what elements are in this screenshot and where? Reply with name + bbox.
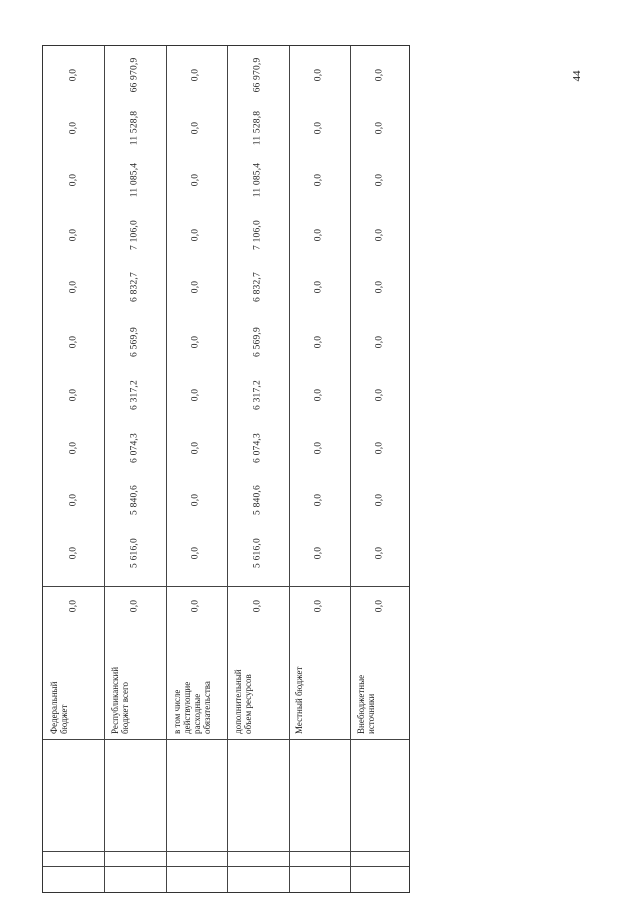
table-cell: 0,0 bbox=[67, 599, 78, 613]
table-cell: 0,0 bbox=[374, 280, 385, 294]
table-cell: 7 106,0 bbox=[251, 220, 262, 250]
table-cell: 66 970,9 bbox=[129, 57, 140, 93]
table-cell: 0,0 bbox=[67, 228, 78, 242]
row-divider bbox=[289, 46, 290, 892]
table-cell: 0,0 bbox=[313, 599, 324, 613]
table-cell: 0,0 bbox=[313, 546, 324, 560]
table-cell: 5 616,0 bbox=[251, 538, 262, 568]
page-number: 44 bbox=[571, 70, 583, 82]
table-cell: 0,0 bbox=[67, 388, 78, 402]
header-divider bbox=[43, 739, 409, 740]
table-cell: 0,0 bbox=[190, 335, 201, 349]
row-label: Республиканский бюджет всего bbox=[110, 666, 131, 734]
table-cell: 0,0 bbox=[313, 493, 324, 507]
table-cell: 11 085,4 bbox=[251, 162, 262, 198]
row-divider bbox=[104, 46, 105, 892]
table-cell: 0,0 bbox=[67, 121, 78, 135]
table-cell: 0,0 bbox=[67, 441, 78, 455]
table-cell: 6 832,7 bbox=[251, 272, 262, 302]
table-cell: 0,0 bbox=[129, 599, 140, 613]
table-cell: 0,0 bbox=[190, 121, 201, 135]
table-cell: 0,0 bbox=[374, 173, 385, 187]
table-cell: 6 074,3 bbox=[251, 433, 262, 463]
table-cell: 0,0 bbox=[190, 599, 201, 613]
row-label: дополнительный объем ресурсов bbox=[232, 669, 253, 734]
table-cell: 0,0 bbox=[251, 599, 262, 613]
table-cell: 0,0 bbox=[374, 121, 385, 135]
table-cell: 0,0 bbox=[190, 228, 201, 242]
header-divider bbox=[43, 866, 409, 867]
table-cell: 0,0 bbox=[67, 173, 78, 187]
table-cell: 7 106,0 bbox=[129, 220, 140, 250]
budget-table bbox=[42, 45, 410, 893]
table-cell: 0,0 bbox=[313, 121, 324, 135]
table-cell: 0,0 bbox=[313, 173, 324, 187]
table-cell: 0,0 bbox=[374, 546, 385, 560]
table-cell: 0,0 bbox=[374, 493, 385, 507]
table-cell: 0,0 bbox=[374, 441, 385, 455]
row-divider bbox=[166, 46, 167, 892]
table-cell: 6 569,9 bbox=[129, 327, 140, 357]
table-cell: 5 840,6 bbox=[251, 485, 262, 515]
table-cell: 0,0 bbox=[313, 280, 324, 294]
table-cell: 0,0 bbox=[67, 493, 78, 507]
table-cell: 0,0 bbox=[190, 68, 201, 82]
table-cell: 0,0 bbox=[190, 546, 201, 560]
row-label: Внебюджетные источники bbox=[355, 674, 376, 734]
row-divider bbox=[350, 46, 351, 892]
table-cell: 0,0 bbox=[67, 280, 78, 294]
table-cell: 0,0 bbox=[190, 493, 201, 507]
table-cell: 6 569,9 bbox=[251, 327, 262, 357]
table-cell: 0,0 bbox=[190, 280, 201, 294]
table-cell: 0,0 bbox=[190, 388, 201, 402]
table-cell: 0,0 bbox=[67, 335, 78, 349]
table-cell: 0,0 bbox=[374, 68, 385, 82]
table-cell: 6 317,2 bbox=[251, 380, 262, 410]
table-cell: 0,0 bbox=[374, 388, 385, 402]
table-cell: 0,0 bbox=[374, 335, 385, 349]
table-cell: 11 528,8 bbox=[251, 110, 262, 146]
table-cell: 6 832,7 bbox=[129, 272, 140, 302]
header-divider bbox=[43, 851, 409, 852]
table-cell: 0,0 bbox=[313, 228, 324, 242]
table-cell: 0,0 bbox=[313, 441, 324, 455]
table-cell: 0,0 bbox=[374, 228, 385, 242]
table-cell: 5 616,0 bbox=[129, 538, 140, 568]
table-cell: 0,0 bbox=[313, 335, 324, 349]
header-divider bbox=[43, 586, 409, 587]
table-cell: 11 528,8 bbox=[129, 110, 140, 146]
table-cell: 0,0 bbox=[190, 173, 201, 187]
table-cell: 6 317,2 bbox=[129, 380, 140, 410]
table-cell: 0,0 bbox=[313, 388, 324, 402]
row-divider bbox=[227, 46, 228, 892]
table-cell: 0,0 bbox=[67, 546, 78, 560]
table-cell: 5 840,6 bbox=[129, 485, 140, 515]
table-cell: 0,0 bbox=[67, 68, 78, 82]
table-cell: 0,0 bbox=[190, 441, 201, 455]
row-label: Федеральный бюджет bbox=[49, 681, 69, 734]
row-label: в том числе действующие расходные обязательства bbox=[171, 681, 212, 734]
row-label: Местный бюджет bbox=[294, 666, 305, 734]
table-cell: 0,0 bbox=[313, 68, 324, 82]
table-cell: 6 074,3 bbox=[129, 433, 140, 463]
table-cell: 11 085,4 bbox=[129, 162, 140, 198]
table-cell: 0,0 bbox=[374, 599, 385, 613]
table-cell: 66 970,9 bbox=[251, 57, 262, 93]
